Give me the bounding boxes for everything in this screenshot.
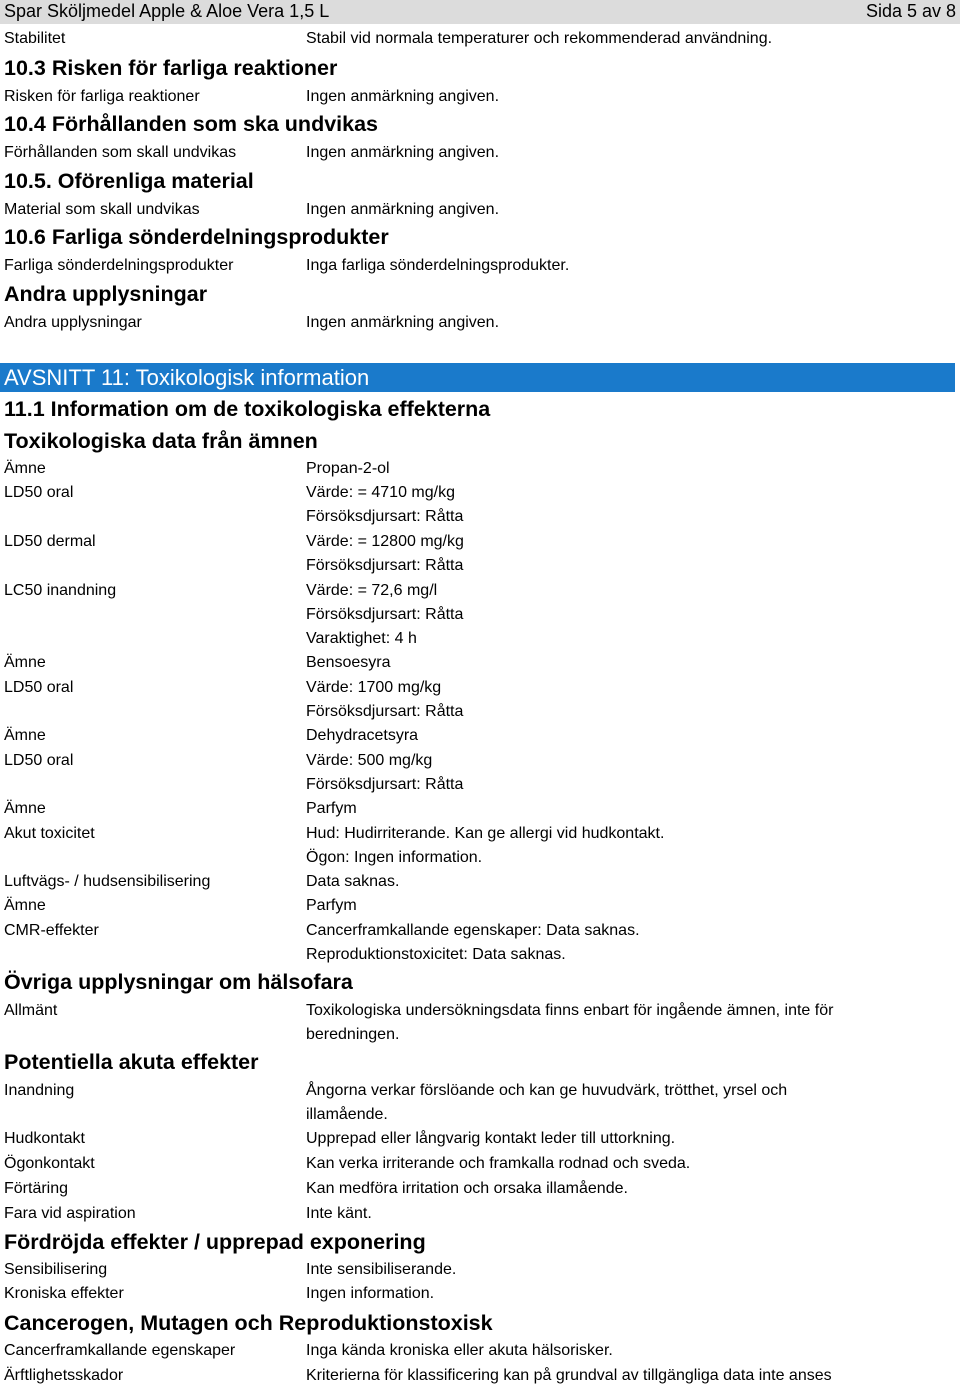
row-value: Stabil vid normala temperaturer och rekommenderad användning. <box>306 30 773 47</box>
row-value-line: Försöksdjursart: Råtta <box>306 605 464 623</box>
row-label: Sensibilisering <box>4 1261 108 1278</box>
row-value: Ingen anmärkning angiven. <box>306 201 500 218</box>
row-value-line: illamående. <box>306 1106 388 1123</box>
row-label: Luftvägs- / hudsensibilisering <box>4 873 211 891</box>
row-label: LD50 oral <box>4 484 74 502</box>
row-label: Stabilitet <box>4 30 66 47</box>
row-value-line: Inte sensibiliserande. <box>306 1261 457 1278</box>
row-value-line: Försöksdjursart: Råtta <box>306 508 464 526</box>
section-11-banner <box>0 363 955 392</box>
row-label: Förtäring <box>4 1180 69 1197</box>
row-label: Akut toxicitet <box>4 824 95 842</box>
row-value-line: Försöksdjursart: Råtta <box>306 556 464 574</box>
row-value-line: Parfym <box>306 800 357 818</box>
row-value-line: Värde: 1700 mg/kg <box>306 678 442 696</box>
row-value: Ingen anmärkning angiven. <box>306 144 500 161</box>
page-number: Sida 5 av 8 <box>865 1 956 21</box>
heading-andra-upplysningar: Andra upplysningar <box>4 282 208 306</box>
row-label: Ämne <box>4 460 46 477</box>
row-value-line: Värde: = 4710 mg/kg <box>306 484 455 502</box>
row-value-line: Ångorna verkar förslöande och kan ge huvudvärk, trötthet, yrsel och <box>306 1082 788 1099</box>
row-label: Ärftlighetsskador <box>4 1366 124 1384</box>
row-label: Farliga sönderdelningsprodukter <box>4 257 234 274</box>
row-value-line: Kriterierna för klassificering kan på grundval av tillgängliga data inte anses <box>306 1366 832 1384</box>
row-value-line: Parfym <box>306 897 357 915</box>
row-value-line: Propan-2-ol <box>306 460 390 477</box>
row-label: LD50 dermal <box>4 532 96 550</box>
row-value-line: Bensoesyra <box>306 654 391 672</box>
heading-10-4: 10.4 Förhållanden som ska undvikas <box>4 112 379 136</box>
heading-cancerogen: Cancerogen, Mutagen och Reproduktionstoxisk <box>4 1311 493 1335</box>
row-value-line: Ingen information. <box>306 1285 435 1302</box>
heading-fordrojda-effekter: Fördröjda effekter / upprepad exponering <box>4 1230 426 1254</box>
row-label: Ämne <box>4 897 46 915</box>
row-value-line: Dehydracetsyra <box>306 727 419 745</box>
row-value-line: Värde: = 12800 mg/kg <box>306 532 464 550</box>
row-value-line: Försöksdjursart: Råtta <box>306 775 464 793</box>
row-value-line: Data saknas. <box>306 873 400 891</box>
row-label: Andra upplysningar <box>4 314 142 331</box>
row-label: Inandning <box>4 1082 75 1099</box>
page-header <box>0 0 960 24</box>
row-value-line: Reproduktionstoxicitet: Data saknas. <box>306 945 566 963</box>
row-label: CMR-effekter <box>4 921 99 939</box>
heading-10-3: 10.3 Risken för farliga reaktioner <box>4 56 338 80</box>
row-label: Material som skall undvikas <box>4 201 200 218</box>
row-value-line: Kan verka irriterande och framkalla rodnad och sveda. <box>306 1155 691 1172</box>
row-value-line: beredningen. <box>306 1026 400 1043</box>
row-label: Allmänt <box>4 1002 58 1019</box>
row-label: Fara vid aspiration <box>4 1205 136 1222</box>
heading-ovriga-upplysningar: Övriga upplysningar om hälsofara <box>4 970 353 994</box>
row-value-line: Värde: 500 mg/kg <box>306 751 433 769</box>
section-11-title: AVSNITT 11: Toxikologisk information <box>4 365 370 390</box>
row-value: Ingen anmärkning angiven. <box>306 314 500 331</box>
row-label: Risken för farliga reaktioner <box>4 88 200 105</box>
document-title: Spar Sköljmedel Apple & Aloe Vera 1,5 L <box>4 1 330 21</box>
row-label: Ögonkontakt <box>4 1155 95 1172</box>
row-value-line: Inga kända kroniska eller akuta hälsorisker. <box>306 1342 613 1359</box>
heading-11-1: 11.1 Information om de toxikologiska effekterna <box>4 397 491 421</box>
row-label: Förhållanden som skall undvikas <box>4 144 237 161</box>
row-value-line: Upprepad eller långvarig kontakt leder till uttorkning. <box>306 1130 676 1147</box>
row-value-line: Kan medföra irritation och orsaka illamående. <box>306 1180 628 1197</box>
heading-10-6: 10.6 Farliga sönderdelningsprodukter <box>4 225 389 249</box>
row-label: Ämne <box>4 727 46 745</box>
row-value-line: Ögon: Ingen information. <box>306 848 483 866</box>
row-value-line: Inte känt. <box>306 1205 372 1222</box>
row-label: Cancerframkallande egenskaper <box>4 1342 236 1359</box>
row-value: Ingen anmärkning angiven. <box>306 88 500 105</box>
heading-potentiella-akuta-effekter: Potentiella akuta effekter <box>4 1050 259 1074</box>
row-label: Kroniska effekter <box>4 1285 124 1302</box>
heading-10-5: 10.5. Oförenliga material <box>4 169 254 193</box>
row-value-line: Cancerframkallande egenskaper: Data saknas. <box>306 921 640 939</box>
row-label: Ämne <box>4 654 46 672</box>
row-label: LD50 oral <box>4 751 74 769</box>
row-label: LC50 inandning <box>4 581 117 599</box>
row-value-line: Hud: Hudirriterande. Kan ge allergi vid hudkontakt. <box>306 824 665 842</box>
row-value-line: Toxikologiska undersökningsdata finns enbart för ingående ämnen, inte för <box>306 1002 834 1019</box>
row-value: Inga farliga sönderdelningsprodukter. <box>306 257 570 274</box>
row-label: Ämne <box>4 800 46 818</box>
row-value-line: Värde: = 72,6 mg/l <box>306 581 438 599</box>
heading-toxikologiska-data: Toxikologiska data från ämnen <box>4 429 318 453</box>
row-label: LD50 oral <box>4 678 74 696</box>
row-value-line: Försöksdjursart: Råtta <box>306 702 464 720</box>
row-label: Hudkontakt <box>4 1130 85 1147</box>
row-value-line: Varaktighet: 4 h <box>306 629 417 647</box>
